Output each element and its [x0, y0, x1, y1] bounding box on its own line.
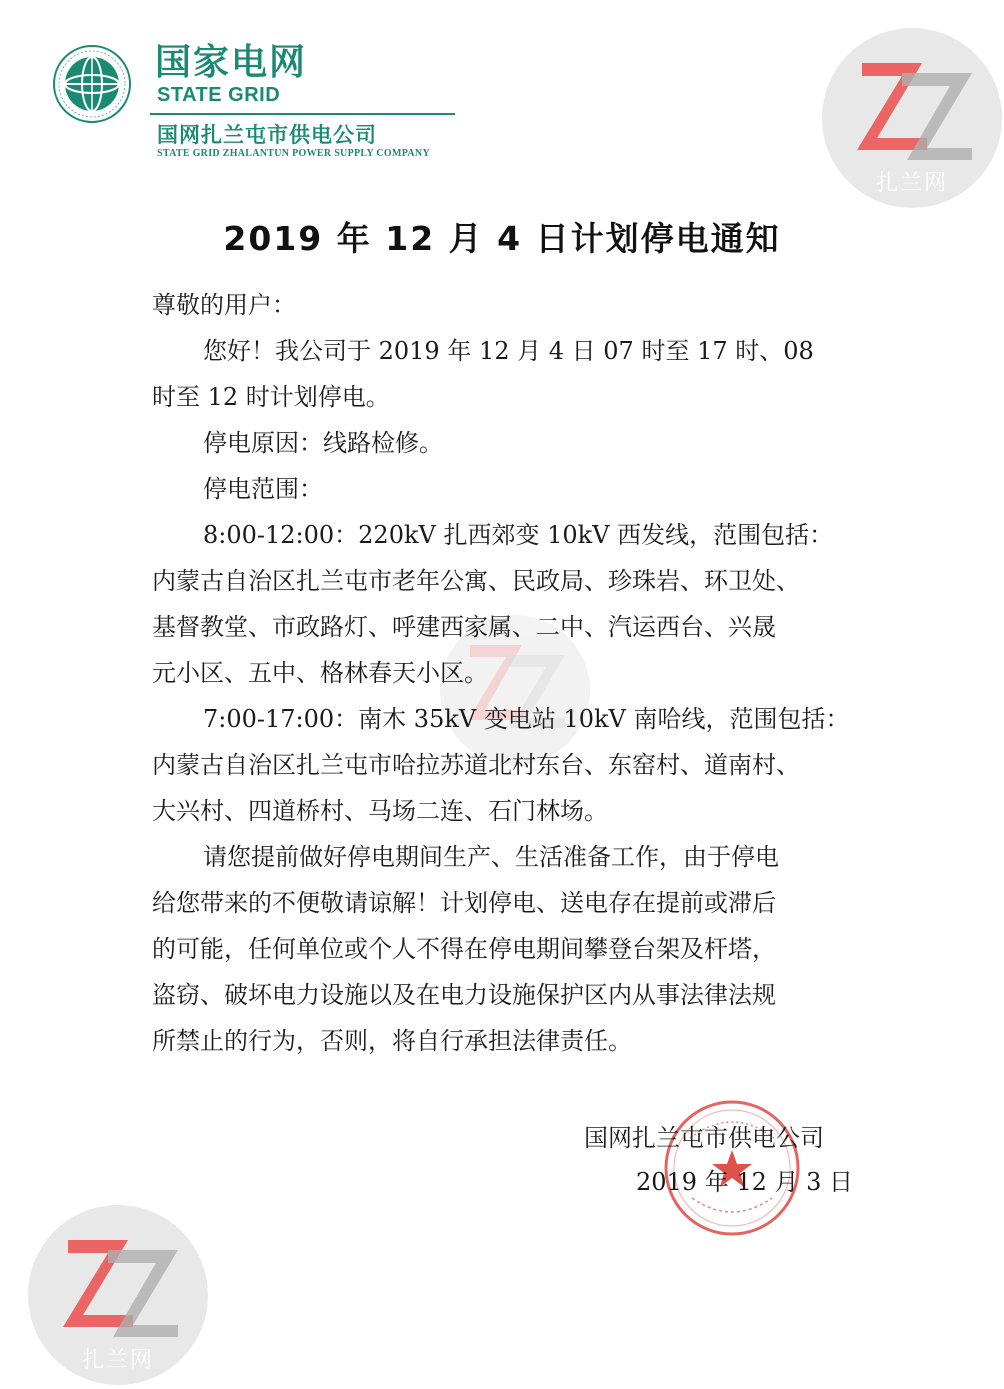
- brand-name-cn: 国家电网: [155, 42, 308, 83]
- header-divider: [150, 113, 455, 115]
- state-grid-logo-icon: [52, 44, 132, 124]
- notice-title: 2019 年 12 月 4 日计划停电通知: [223, 219, 781, 258]
- body-line: 所禁止的行为，否则，将自行承担法律责任。: [152, 1027, 632, 1055]
- watermark-logo: [822, 28, 1002, 208]
- body-line: 大兴村、四道桥村、马场二连、石门林场。: [152, 797, 608, 825]
- body-line: 基督教堂、市政路灯、呼建西家属、二中、汽运西台、兴晟: [152, 613, 776, 641]
- outage-reason: 停电原因：线路检修。: [203, 429, 443, 457]
- body-line: 给您带来的不便敬请谅解！计划停电、送电存在提前或滞后: [152, 889, 776, 917]
- body-line: 的可能，任何单位或个人不得在停电期间攀登台架及杆塔，: [152, 935, 776, 963]
- scope-1-header: 8:00-12:00：220kV 扎西郊变 10kV 西发线，范围包括：: [203, 521, 834, 549]
- body-line: 您好！我公司于 2019 年 12 月 4 日 07 时至 17 时、08: [203, 337, 814, 365]
- brand-name-en: STATE GRID: [157, 84, 281, 106]
- salutation: 尊敬的用户：: [152, 291, 296, 319]
- body-line: 请您提前做好停电期间生产、生活准备工作，由于停电: [203, 843, 779, 871]
- company-name-en: STATE GRID ZHALANTUN POWER SUPPLY COMPANY: [157, 148, 430, 159]
- watermark-logo: [28, 1205, 208, 1385]
- signature-company: 国网扎兰屯市供电公司: [584, 1124, 824, 1152]
- body-line: 内蒙古自治区扎兰屯市哈拉苏道北村东台、东窑村、道南村、: [152, 751, 800, 779]
- body-line: 时至 12 时计划停电。: [152, 383, 390, 411]
- company-name-cn: 国网扎兰屯市供电公司: [157, 123, 377, 147]
- scope-2-header: 7:00-17:00：南木 35kV 变电站 10kV 南哈线，范围包括：: [203, 705, 850, 733]
- body-line: 元小区、五中、格林春天小区。: [152, 659, 488, 687]
- watermark-label: 扎兰网: [81, 1348, 154, 1373]
- watermark-label: 扎兰网: [875, 171, 948, 196]
- body-line: 内蒙古自治区扎兰屯市老年公寓、民政局、珍珠岩、环卫处、: [152, 567, 800, 595]
- outage-scope-heading: 停电范围：: [203, 475, 323, 503]
- body-line: 盗窃、破坏电力设施以及在电力设施保护区内从事法律法规: [152, 981, 776, 1009]
- signature-date: 2019 年 12 月 3 日: [636, 1168, 854, 1196]
